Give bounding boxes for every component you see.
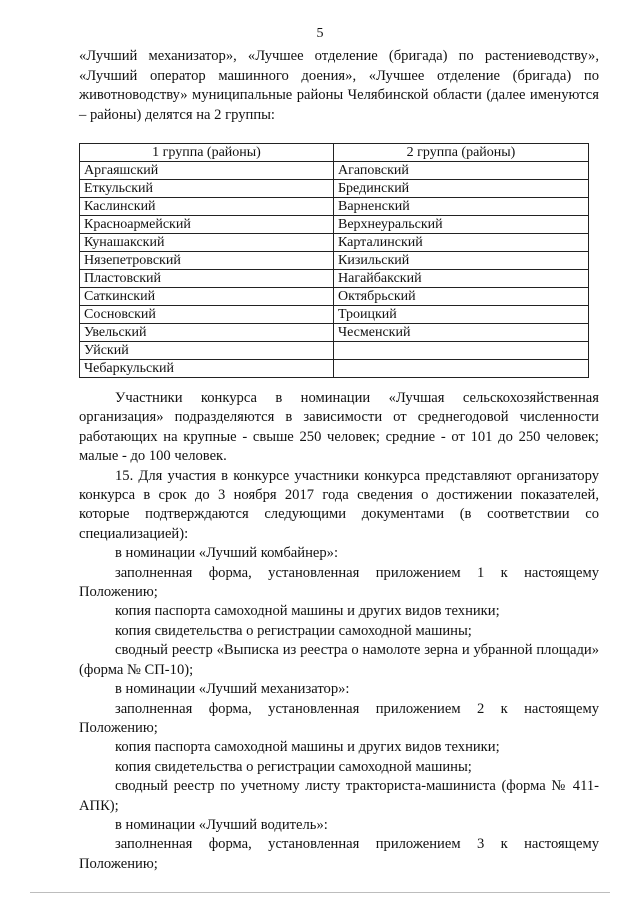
table-cell-group-2: Брединский bbox=[334, 180, 589, 198]
table-cell-group-2: Октябрьский bbox=[334, 288, 589, 306]
page-bottom-divider bbox=[30, 892, 610, 893]
table-cell-group-1: Саткинский bbox=[80, 288, 334, 306]
table-cell-group-2: Верхнеуральский bbox=[334, 216, 589, 234]
table-cell-group-1: Уйский bbox=[80, 342, 334, 360]
table-row bbox=[80, 252, 589, 270]
table-cell-group-2 bbox=[334, 360, 589, 378]
table-cell-group-2: Нагайбакский bbox=[334, 270, 589, 288]
table-row bbox=[80, 234, 589, 252]
table-cell-group-1: Еткульский bbox=[80, 180, 334, 198]
table-cell-group-2: Троицкий bbox=[334, 306, 589, 324]
table-cell-group-2: Агаповский bbox=[334, 162, 589, 180]
table-row bbox=[80, 180, 589, 198]
table-header-row bbox=[80, 144, 589, 162]
table-row bbox=[80, 216, 589, 234]
table-row bbox=[80, 342, 589, 360]
page-number: 5 bbox=[316, 26, 324, 41]
nomination-combiner-heading: в номинации «Лучший комбайнер»: bbox=[115, 545, 339, 562]
list-item: сводный реестр «Выписка из реестра о намолоте зерна и убранной площади» (форма № СП-10); bbox=[79, 642, 599, 678]
list-item: заполненная форма, установленная приложением 1 к настоящему Положению; bbox=[79, 564, 599, 601]
table-row bbox=[80, 306, 589, 324]
nomination-mechanizer-heading: в номинации «Лучший механизатор»: bbox=[115, 681, 350, 698]
list-item: заполненная форма, установленная приложением 2 к настоящему Положению; bbox=[79, 700, 599, 736]
intro-section bbox=[79, 47, 599, 125]
table-header-group-2: 2 группа (районы) bbox=[334, 144, 589, 162]
table-cell-group-1: Увельский bbox=[80, 324, 334, 342]
table-cell-group-1: Аргаяшский bbox=[80, 162, 334, 180]
table-row bbox=[80, 360, 589, 378]
table-cell-group-2: Варненский bbox=[334, 198, 589, 216]
table-header-group-1: 1 группа (районы) bbox=[80, 144, 334, 162]
table-row bbox=[80, 162, 589, 180]
table-row bbox=[80, 288, 589, 306]
table-cell-group-1: Сосновский bbox=[80, 306, 334, 324]
clause-15-paragraph: 15. Для участия в конкурсе участники конкурса представляют организатору конкурса в срок до 3 ноября 2017 года сведения о достижении показателей, которые подтверждаются следующими документами (в соответствии со специализацией): bbox=[79, 467, 599, 542]
list-item: копия свидетельства о регистрации самоходной машины; bbox=[115, 758, 472, 775]
table-cell-group-1: Чебаркульский bbox=[80, 360, 334, 378]
table-row bbox=[80, 270, 589, 288]
table-cell-group-2: Чесменский bbox=[334, 324, 589, 342]
participants-size-paragraph: Участники конкурса в номинации «Лучшая сельскохозяйственная организация» подразделяются в зависимости от среднегодовой численности работающих на крупные - свыше 250 человек; средние - от 101 до 250 человек; малые - до 100 человек. bbox=[79, 390, 599, 465]
intro-paragraph: «Лучший механизатор», «Лучшее отделение (бригада) по растениеводству», «Лучший оператор машинного доения», «Лучшее отделение (бригада) по животноводству» муниципальные районы Челябинской области (далее именуются – районы) делятся на 2 группы: bbox=[79, 48, 599, 123]
table-cell-group-1: Красноармейский bbox=[80, 216, 334, 234]
list-item: копия свидетельства о регистрации самоходной машины; bbox=[115, 622, 472, 639]
table-cell-group-1: Кунашакский bbox=[80, 234, 334, 252]
table-row bbox=[80, 324, 589, 342]
nomination-driver-heading: в номинации «Лучший водитель»: bbox=[115, 816, 328, 833]
table-cell-group-1: Нязепетровский bbox=[80, 252, 334, 270]
table-cell-group-2 bbox=[334, 342, 589, 360]
table-row bbox=[80, 198, 589, 216]
list-item: копия паспорта самоходной машины и других видов техники; bbox=[115, 603, 500, 620]
table-cell-group-1: Пластовский bbox=[80, 270, 334, 288]
list-item: заполненная форма, установленная приложением 3 к настоящему Положению; bbox=[79, 836, 599, 872]
district-groups-table bbox=[79, 143, 589, 378]
table-cell-group-2: Карталинский bbox=[334, 234, 589, 252]
table-cell-group-1: Каслинский bbox=[80, 198, 334, 216]
list-item: копия паспорта самоходной машины и других видов техники; bbox=[115, 739, 500, 756]
table-cell-group-2: Кизильский bbox=[334, 252, 589, 270]
list-item: сводный реестр по учетному листу тракториста-машиниста (форма № 411-АПК); bbox=[79, 778, 599, 814]
body-text bbox=[79, 389, 599, 874]
